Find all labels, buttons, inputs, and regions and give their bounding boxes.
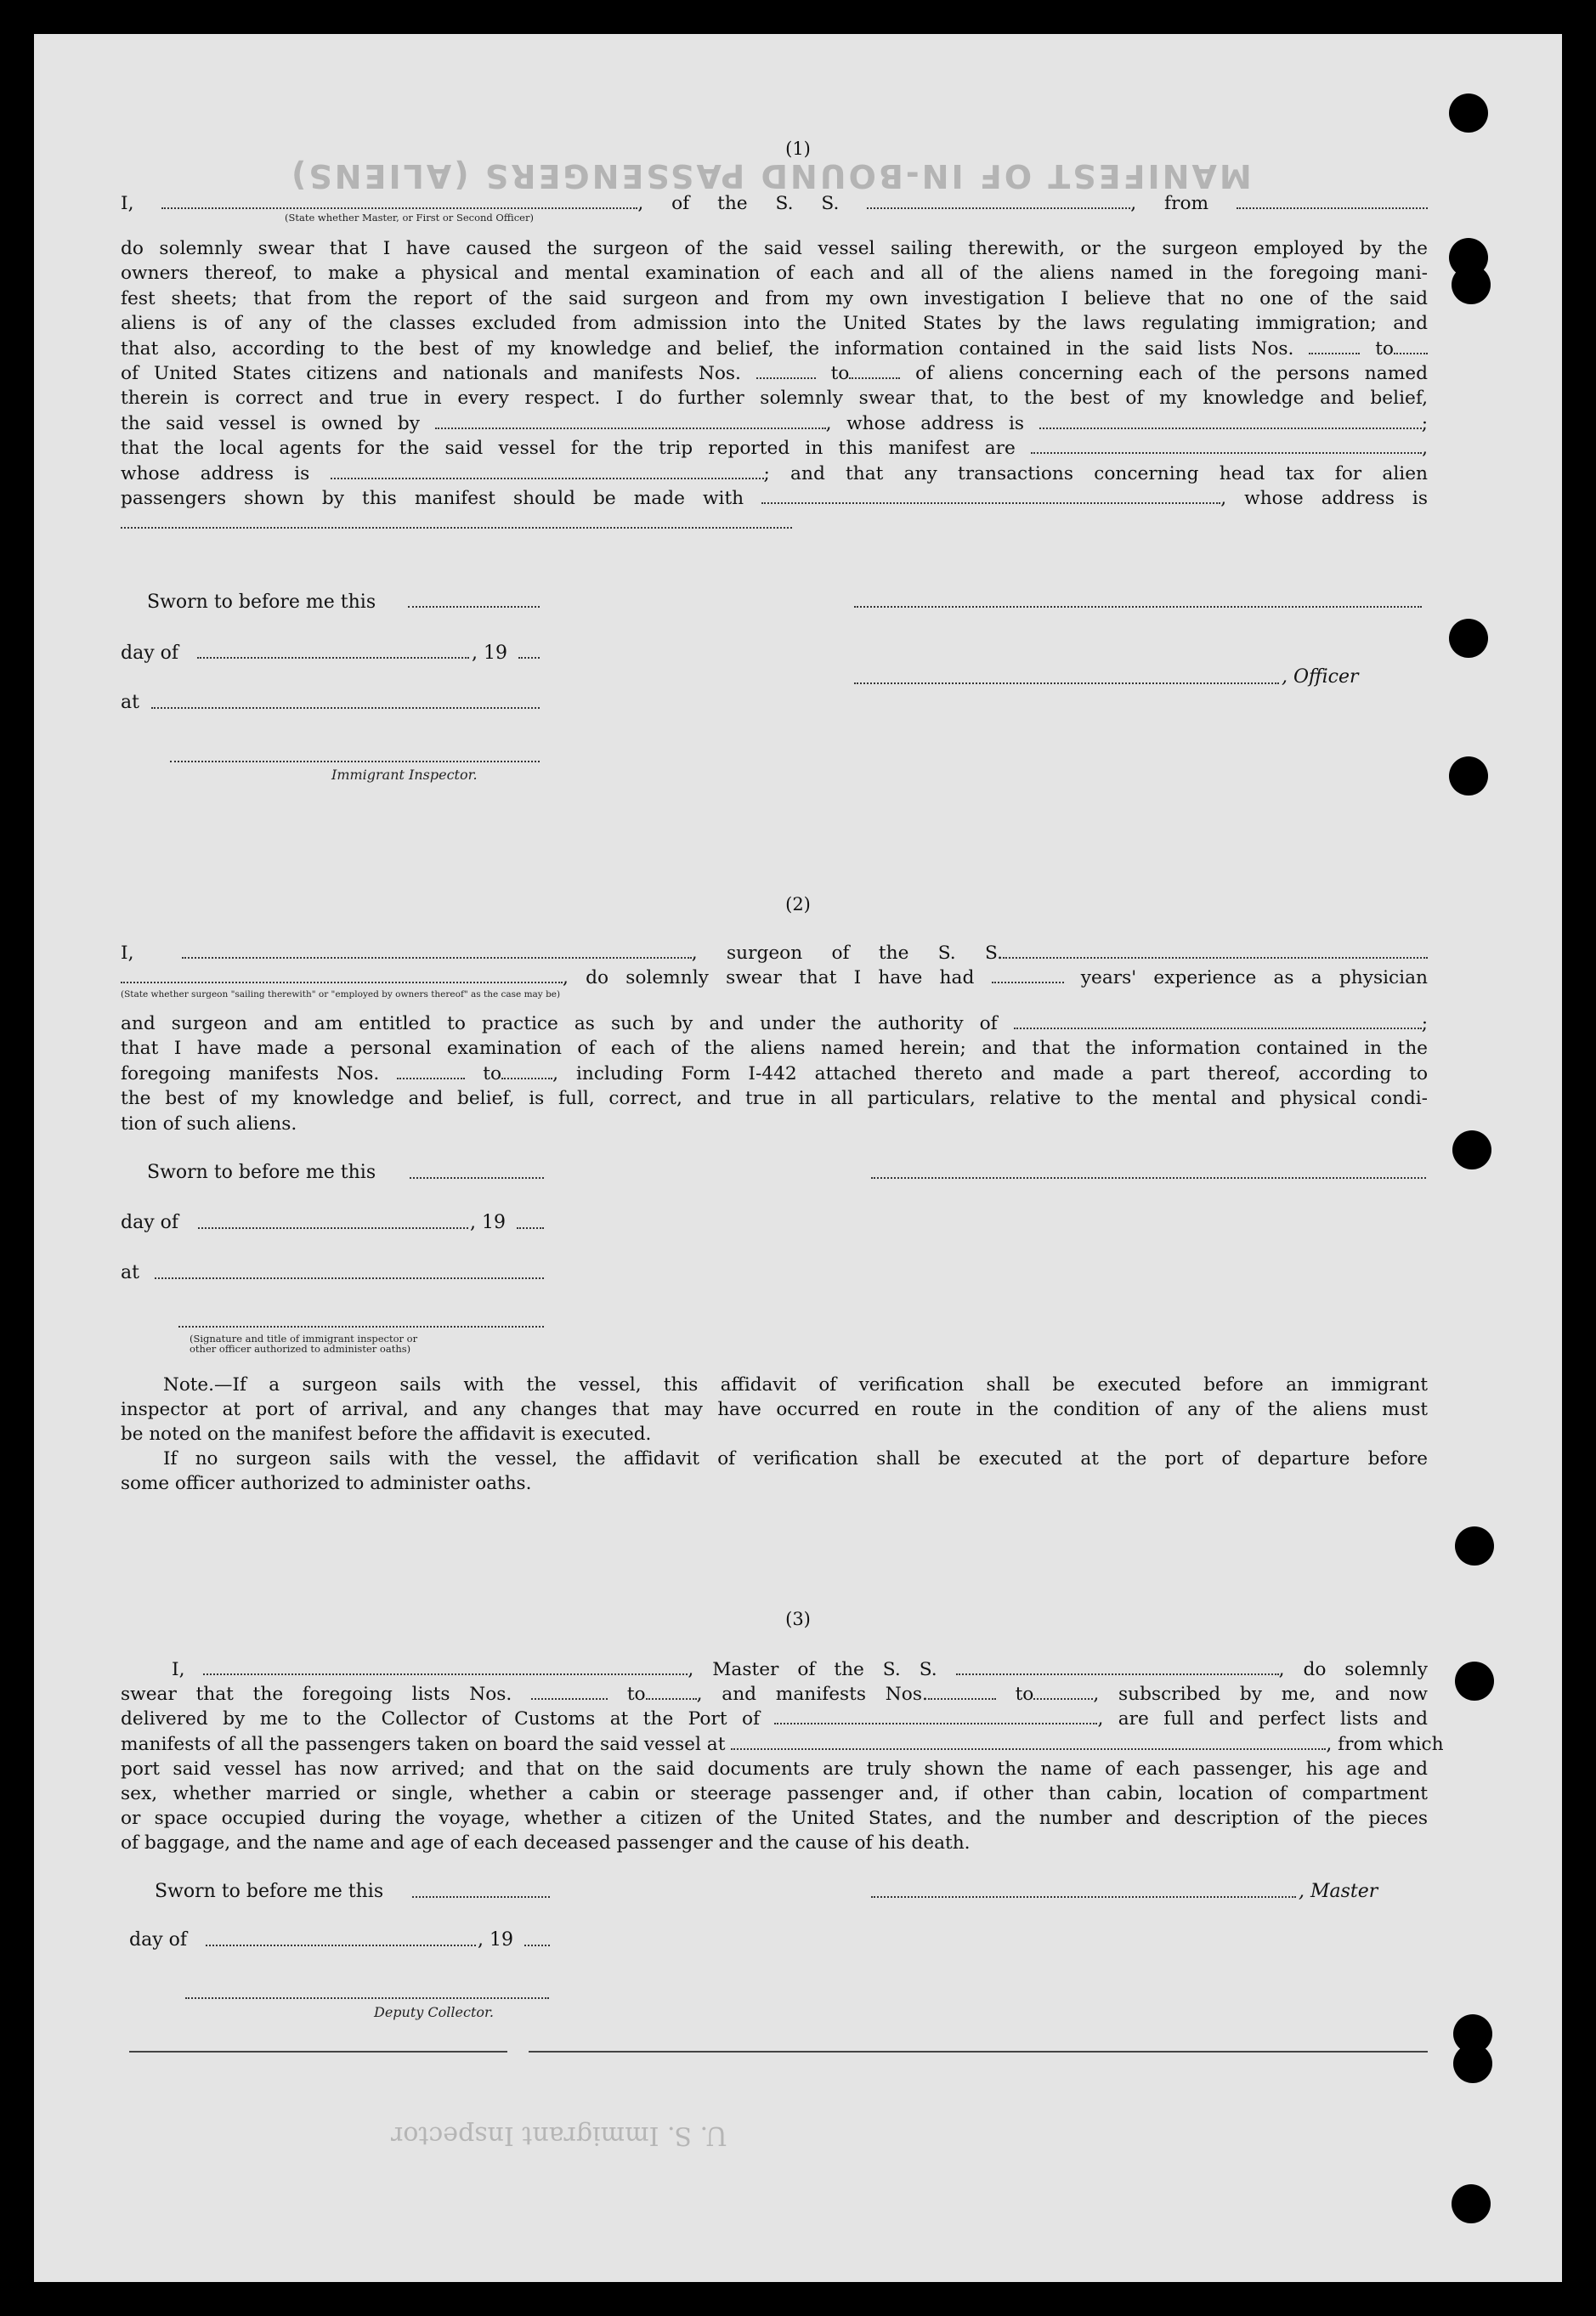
address-line bbox=[121, 527, 792, 529]
text: aliens is of any of the classes excluded from admission into the United States by the laws regulating immigration; and bbox=[121, 313, 1428, 335]
text: some officer authorized to administer oaths. bbox=[121, 1473, 532, 1494]
at-line bbox=[155, 1277, 544, 1279]
text: If no surgeon sails with the vessel, the affidavit of verification shall be executed at the port of departure before bbox=[163, 1448, 1428, 1469]
text: of United States citizens and nationals and manifests Nos. bbox=[121, 363, 741, 385]
text: fest sheets; that from the report of the said surgeon and from my own investigation I believe that no one of the said bbox=[121, 287, 1428, 309]
text: I, bbox=[172, 1659, 185, 1680]
text: tion of such aliens. bbox=[121, 1113, 297, 1135]
punch-hole bbox=[1449, 756, 1488, 796]
day-line bbox=[206, 1945, 476, 1946]
text: therein is correct and true in every respect. I do further solemnly swear that, to the best of my knowledge and belief, bbox=[121, 388, 1428, 410]
punch-hole bbox=[1455, 1662, 1494, 1701]
year-label: , 19 bbox=[472, 643, 507, 664]
text: , from which bbox=[1326, 1733, 1444, 1755]
text: , from bbox=[1130, 193, 1209, 214]
text: , of the S. S. bbox=[637, 193, 840, 214]
manifest-back-page bbox=[34, 34, 1562, 2282]
year-line bbox=[518, 657, 540, 659]
officer-signature-line bbox=[854, 606, 1422, 608]
text: , do solemnly bbox=[1278, 1659, 1428, 1680]
text: inspector at port of arrival, and any changes that may have occurred en route in the condition of any of the aliens must bbox=[121, 1399, 1428, 1420]
section-2-surgeon-note: (State whether surgeon "sailing therewith" or "employed by owners thereof" as the case may be) bbox=[121, 989, 561, 999]
text: port said vessel has now arrived; and that on the said documents are truly shown the name of each passenger, his age and bbox=[121, 1758, 1428, 1780]
sworn-label: Sworn to before me this bbox=[155, 1881, 384, 1902]
master-signature-line bbox=[871, 1896, 1296, 1898]
text: the said vessel is owned by bbox=[121, 412, 420, 434]
punch-hole bbox=[1449, 619, 1488, 658]
text: I, bbox=[121, 193, 134, 214]
section-1-officer-note: (State whether Master, or First or Second Officer) bbox=[285, 212, 534, 224]
text: that I have made a personal examination of each of the aliens named herein; and that the information contained in the bbox=[121, 1038, 1428, 1060]
inspector-signature-line bbox=[170, 761, 540, 762]
inspector-signature-line bbox=[178, 1326, 544, 1328]
day-line bbox=[197, 657, 469, 659]
at-label: at bbox=[121, 692, 139, 713]
section-2-body: and surgeon and am entitled to practice as such by and under the authority of ; that I have made a personal examination of each of the aliens named herein; and that the information contained in the foregoing manifests Nos. to , including Form I-442 attached thereto and made a part thereof, according to the best of my knowledge and belief, is full, correct, and true in all particulars, relative to the mental and physical condi- tion of such aliens. bbox=[121, 1013, 1429, 1135]
surgeon-signature-line bbox=[871, 1177, 1426, 1179]
section-1-body: do solemnly swear that I have caused the surgeon of the said vessel sailing therewith, or the surgeon employed by the owners thereof, to make a physical and mental examination of each and all of the aliens named in the foregoing mani- fest sheets; that from the report of the said surgeon and from my own investigation I believe that no one of the said aliens is of any of the classes excluded from admission into the United States by the laws regulating immigration; and that also, according to the best of my knowledge and belief, the information contained in the said lists Nos. to of United States citizens and nationals and manifests Nos. to of aliens concerning each of the persons named therein is correct and true in every respect. I do further solemnly swear that, to the best of my knowledge and belief, the said vessel is owned by , whose address is ; that the local agents for the said vessel for the trip reported in this manifest are , whose address is ; and that any transactions concerning head tax for alien passengers shown by this manifest should be made with , whose address is bbox=[121, 238, 1428, 510]
section-2-affidavit bbox=[121, 941, 1428, 991]
officer-line bbox=[854, 682, 1279, 684]
text: manifests of all the passengers taken on board the said vessel at bbox=[121, 1733, 726, 1755]
signature-note-2: other officer authorized to administer oaths) bbox=[190, 1343, 411, 1355]
section-2-number: (2) bbox=[785, 894, 811, 915]
inverted-header: MANIFEST OF IN-BOUND PASSENGERS (ALIENS) bbox=[289, 157, 1252, 195]
sworn-date-line bbox=[408, 606, 540, 608]
punch-hole bbox=[1452, 2184, 1491, 2223]
punch-hole bbox=[1452, 1130, 1491, 1169]
day-of-label: day of bbox=[121, 1212, 179, 1233]
text: , Master of the S. S. bbox=[688, 1659, 937, 1680]
text: and surgeon and am entitled to practice as such by and under the authority of bbox=[121, 1013, 998, 1034]
officer-label: , Officer bbox=[1282, 666, 1359, 688]
section-1-number: (1) bbox=[785, 139, 811, 159]
text: sex, whether married or single, whether a cabin or steerage passenger and, if other than cabin, location of compartment bbox=[121, 1783, 1428, 1805]
sworn-date-line bbox=[412, 1896, 550, 1898]
at-label: at bbox=[121, 1262, 139, 1283]
text: do solemnly swear that I have caused the surgeon of the said vessel sailing therewith, or the surgeon employed by the bbox=[121, 238, 1428, 259]
text: that the local agents for the said vessel for the trip reported in this manifest are bbox=[121, 438, 1016, 460]
sworn-label: Sworn to before me this bbox=[147, 1162, 376, 1183]
note-block bbox=[121, 1373, 1428, 1496]
inverted-footer: U. S. Immigrant Inspector bbox=[391, 2121, 727, 2150]
section-3-number: (3) bbox=[785, 1609, 811, 1629]
text: , whose address is bbox=[1220, 488, 1428, 510]
text: foregoing manifests Nos. bbox=[121, 1062, 380, 1084]
text: , including Form I-442 attached thereto and made a part thereof, according to bbox=[552, 1062, 1429, 1084]
text: owners thereof, to make a physical and mental examination of each and all of the aliens named in the foregoing mani- bbox=[121, 263, 1428, 285]
text: , do solemnly swear that I have had bbox=[563, 967, 975, 989]
year-label: , 19 bbox=[478, 1929, 513, 1951]
at-line bbox=[151, 707, 540, 709]
sworn-label: Sworn to before me this bbox=[147, 592, 376, 613]
text: to bbox=[1015, 1684, 1034, 1706]
text: the best of my knowledge and belief, is full, correct, and true in all particulars, relative to the mental and physical condi- bbox=[121, 1088, 1428, 1110]
deputy-label: Deputy Collector. bbox=[374, 2004, 494, 2020]
text: to bbox=[483, 1062, 502, 1084]
text: I, bbox=[121, 943, 134, 964]
bottom-rule bbox=[129, 2051, 507, 2053]
year-label: , 19 bbox=[470, 1212, 506, 1233]
text: to bbox=[626, 1684, 646, 1706]
day-line bbox=[198, 1227, 468, 1229]
text: be noted on the manifest before the affidavit is executed. bbox=[121, 1424, 652, 1445]
text: swear that the foregoing lists Nos. bbox=[121, 1684, 512, 1706]
bottom-rule bbox=[529, 2051, 1428, 2053]
master-label: , Master bbox=[1299, 1881, 1378, 1902]
text: Note.—If a surgeon sails with the vessel, this affidavit of verification shall be executed before an immigrant bbox=[163, 1374, 1428, 1396]
deputy-signature-line bbox=[185, 1997, 549, 1999]
section-3-body bbox=[121, 1657, 1444, 1856]
punch-hole bbox=[1453, 2044, 1492, 2083]
text: to bbox=[830, 363, 850, 385]
text: , surgeon of the S. S. bbox=[691, 943, 1003, 964]
inspector-label: Immigrant Inspector. bbox=[331, 767, 478, 783]
text: , and manifests Nos. bbox=[696, 1684, 928, 1706]
text: that also, according to the best of my knowledge and belief, the information contained in the said lists Nos. bbox=[121, 337, 1294, 360]
signature-note-1: (Signature and title of immigrant inspector or bbox=[190, 1333, 418, 1345]
text: delivered by me to the Collector of Customs at the Port of bbox=[121, 1708, 761, 1730]
text: or space occupied during the voyage, whether a citizen of the United States, and the number and description of the pieces bbox=[121, 1808, 1428, 1830]
text: passengers shown by this manifest should be made with bbox=[121, 488, 744, 510]
text: of aliens concerning each of the persons named bbox=[915, 363, 1428, 385]
punch-hole bbox=[1449, 93, 1488, 133]
text: , are full and perfect lists and bbox=[1097, 1708, 1428, 1730]
text: to bbox=[1375, 337, 1394, 360]
punch-hole bbox=[1455, 1526, 1494, 1566]
punch-hole bbox=[1452, 265, 1491, 304]
day-of-label: day of bbox=[121, 643, 179, 664]
year-line bbox=[524, 1945, 550, 1946]
text: whose address is bbox=[121, 462, 310, 484]
text: ; and that any transactions concerning head tax for alien bbox=[763, 462, 1428, 484]
text: of baggage, and the name and age of each deceased passenger and the cause of his death. bbox=[121, 1832, 971, 1854]
year-line bbox=[517, 1227, 544, 1229]
sworn-date-line bbox=[410, 1177, 544, 1179]
text: , subscribed by me, and now bbox=[1093, 1684, 1428, 1706]
day-of-label: day of bbox=[129, 1929, 188, 1951]
text: , whose address is bbox=[825, 412, 1025, 434]
text: years' experience as a physician bbox=[1080, 967, 1428, 989]
